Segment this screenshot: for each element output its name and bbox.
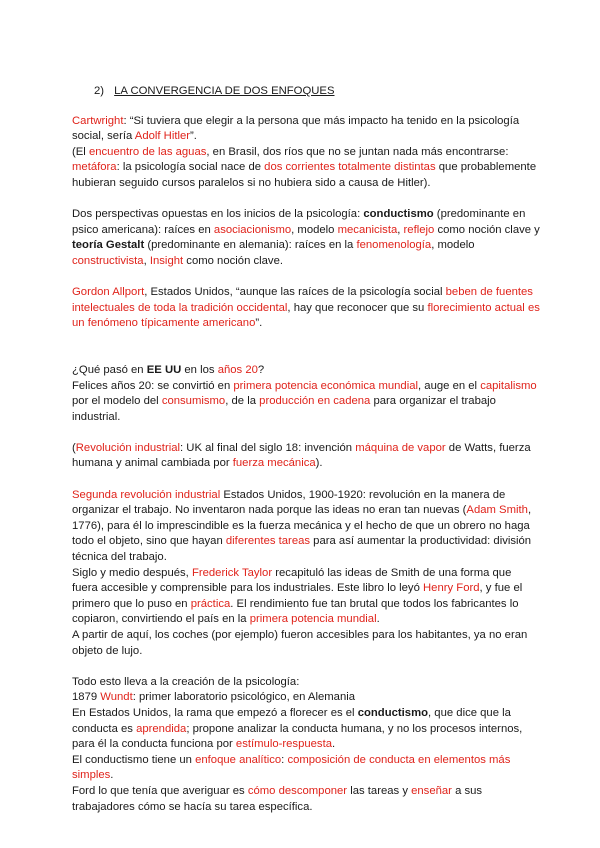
text-run: ¿Qué pasó en <box>72 363 147 376</box>
paragraphs <box>72 114 540 816</box>
paragraph <box>72 690 540 706</box>
paragraph <box>72 145 540 192</box>
text-run: , de la <box>225 395 260 408</box>
paragraph <box>72 488 540 566</box>
text-run: . El rendimiento fue tan brutal que todos los fabricantes lo copiaron, convirtiendo el país en la <box>72 597 519 626</box>
highlighted-term: primera potencia económica mundial <box>233 379 419 392</box>
paragraph <box>72 628 540 659</box>
paragraph-spacer <box>72 659 540 675</box>
text-run: , <box>397 223 404 236</box>
text-run: ( <box>72 441 76 454</box>
highlighted-term: diferentes tareas <box>225 535 311 548</box>
text-run: . <box>376 613 380 626</box>
paragraph <box>72 285 540 332</box>
text-run: Dos perspectivas opuestas en los inicios de la psicología: <box>72 208 364 221</box>
paragraph <box>72 753 540 784</box>
text-run: Felices años 20: se convirtió en <box>72 379 234 392</box>
paragraph-spacer <box>72 425 540 441</box>
text-run: , 1776), para él lo imprescindible es la fuerza mecánica y el hecho de que un obrero no haga todo el objeto, sino que hayan <box>72 504 532 548</box>
paragraph <box>72 114 540 145</box>
text-run: Siglo y medio después, <box>72 566 192 579</box>
text-run: (predominante en alemania): raíces en la <box>144 239 357 252</box>
highlighted-term: Henry Ford <box>423 582 480 595</box>
text-run: para así aumentar la productividad: división técnica del trabajo. <box>72 535 532 564</box>
text-run: 1879 <box>72 691 101 704</box>
highlighted-term: Revolución industrial <box>75 441 181 454</box>
paragraph <box>72 706 540 753</box>
highlighted-term: encuentro de las aguas <box>88 145 207 158</box>
text-run: (El <box>72 145 89 158</box>
text-run: , hay que reconocer que su <box>287 301 428 314</box>
highlighted-term: reflejo <box>403 223 435 236</box>
highlighted-term: Gordon Allport <box>72 286 145 299</box>
text-run: , modelo <box>431 239 475 252</box>
paragraph <box>72 207 540 269</box>
bold-term: teoría Gestalt <box>72 239 145 252</box>
text-run: ”. <box>255 317 263 330</box>
paragraph-spacer <box>72 192 540 208</box>
highlighted-term: Frederick Taylor <box>191 566 273 579</box>
text-run: , que dice que la conducta es <box>72 706 511 735</box>
highlighted-term: cómo descomponer <box>247 784 348 797</box>
text-run: en los <box>181 363 218 376</box>
text-run: , y fue el primero que lo puso en <box>72 582 523 610</box>
highlighted-term: consumismo <box>161 395 226 408</box>
highlighted-term: constructivista <box>72 254 144 267</box>
highlighted-term: capitalismo <box>480 379 537 392</box>
highlighted-term: Insight <box>149 254 184 267</box>
highlighted-term: enseñar <box>411 784 452 797</box>
text-run: a sus trabajadores cómo se hacía su tarea específica. <box>72 784 483 813</box>
highlighted-term: Segunda revolución industrial <box>72 488 221 501</box>
highlighted-term: años 20 <box>217 363 258 376</box>
highlighted-term: beben de fuentes intelectuales de toda la tradición occidental <box>72 286 533 314</box>
highlighted-term: Adolf Hitler <box>134 130 191 143</box>
highlighted-term: máquina de vapor <box>355 441 446 454</box>
text-run: En Estados Unidos, la rama que empezó a florecer es el <box>72 706 358 719</box>
text-run: Todo esto lleva a la creación de la psicología: <box>72 675 300 688</box>
text-run: (predominante en psico americana): raíces en <box>72 208 526 236</box>
text-run: : primer laboratorio psicológico, en Alemania <box>132 691 356 704</box>
highlighted-term: mecanicista <box>337 223 398 236</box>
text-run: ). <box>315 457 323 470</box>
highlighted-term: fenomenología <box>356 239 432 252</box>
text-run: : “Si tuviera que elegir a la persona que más impacto ha tenido en la psicología social, sería <box>72 114 520 143</box>
highlighted-term: primera potencia mundial <box>249 613 377 626</box>
highlighted-term: estímulo-respuesta <box>235 738 332 751</box>
bold-term: EE UU <box>146 363 182 376</box>
text-run: por el modelo del <box>72 395 162 408</box>
text-run: . <box>332 738 336 751</box>
paragraph-spacer <box>72 332 540 363</box>
text-run: las tareas y <box>347 784 412 797</box>
text-run: , auge en el <box>418 379 481 392</box>
highlighted-term: metáfora <box>72 161 117 174</box>
bold-term: conductismo <box>357 706 429 719</box>
paragraph <box>72 363 540 379</box>
paragraph <box>72 675 540 691</box>
paragraph <box>72 379 540 426</box>
highlighted-term: dos corrientes totalmente distintas <box>264 161 436 174</box>
section-title: LA CONVERGENCIA DE DOS ENFOQUES <box>114 85 335 97</box>
paragraph <box>72 441 540 472</box>
section-heading <box>72 84 540 100</box>
highlighted-term: aprendida <box>136 722 187 735</box>
text-run: como noción clave y <box>434 223 540 236</box>
text-run: , Estados Unidos, “aunque las raíces de la psicología social <box>144 286 446 299</box>
paragraph <box>72 566 540 628</box>
text-run: : UK al final del siglo 18: invención <box>180 441 356 454</box>
text-run: recapituló las ideas de Smith de una forma que fuera accesible y comprensible para los industriales. Este libro lo leyó <box>72 566 512 595</box>
text-run: A partir de aquí, los coches (por ejemplo) fueron accesibles para los habitantes, ya no eran objeto de lujo. <box>72 629 528 657</box>
text-run: , modelo <box>291 223 338 236</box>
document-body <box>72 84 540 815</box>
highlighted-term: producción en cadena <box>259 395 371 408</box>
text-run: . <box>110 769 114 782</box>
text-run: , <box>143 254 150 267</box>
text-run: Estados Unidos, 1900-1920: revolución en la manera de organizar el trabajo. No inventaron nada porque las ideas no eran tan nuevas ( <box>72 488 506 517</box>
bold-term: conductismo <box>363 208 434 221</box>
paragraph <box>72 784 540 815</box>
text-run: ; propone analizar la conducta humana, y no los procesos internos, para él la conducta funciona por <box>72 722 523 751</box>
highlighted-term: asociacionismo <box>213 223 292 236</box>
highlighted-term: práctica <box>190 597 231 610</box>
text-run: ”. <box>190 130 197 143</box>
text-run: como noción clave. <box>183 254 283 267</box>
highlighted-term: enfoque analítico <box>195 753 282 766</box>
paragraph-spacer <box>72 472 540 488</box>
text-run: : la psicología social nace de <box>116 161 265 174</box>
paragraph-spacer <box>72 270 540 286</box>
highlighted-term: florecimiento actual es un fenómeno típicamente americano <box>72 301 540 330</box>
text-run: : <box>281 753 288 766</box>
text-run: ? <box>257 363 265 376</box>
highlighted-term: Wundt <box>100 691 133 704</box>
section-number: 2) <box>94 85 105 97</box>
text-run: que probablemente hubieran seguido cursos paralelos si no hubiera sido a causa de Hitler). <box>72 161 537 189</box>
text-run: , en Brasil, dos ríos que no se juntan nada más encontrarse: <box>206 145 509 158</box>
highlighted-term: Adam Smith <box>466 504 528 517</box>
highlighted-term: Cartwright <box>72 114 124 127</box>
text-run: para organizar el trabajo industrial. <box>72 395 496 423</box>
highlighted-term: composición de conducta en elementos más simples <box>72 753 511 782</box>
text-run: de Watts, fuerza humana y animal cambiada por <box>72 441 531 470</box>
text-run: El conductismo tiene un <box>72 753 196 766</box>
highlighted-term: fuerza mecánica <box>232 457 316 470</box>
text-run: Ford lo que tenía que averiguar es <box>72 784 248 797</box>
